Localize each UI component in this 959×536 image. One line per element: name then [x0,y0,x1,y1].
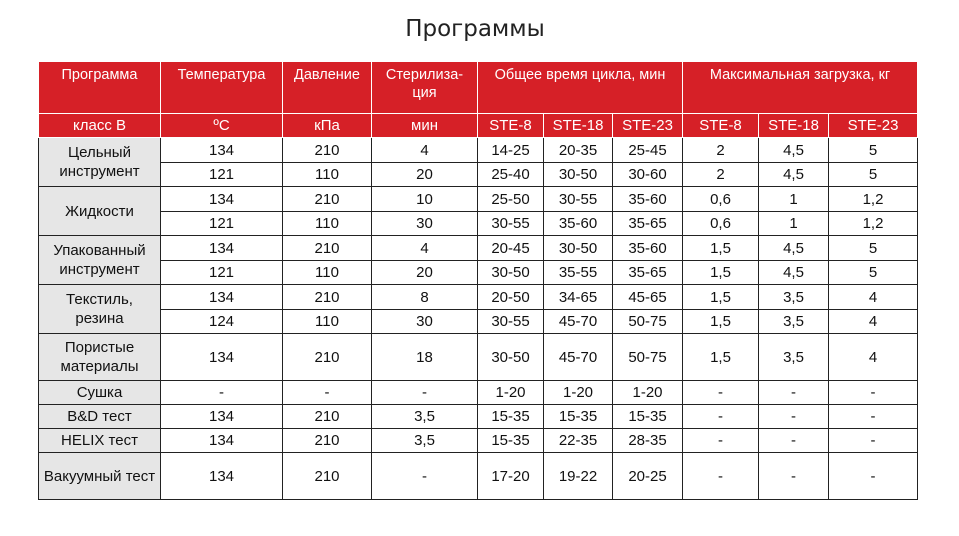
table-cell: 134 [161,138,283,163]
table-cell: 210 [283,453,372,500]
table-cell: 5 [829,236,918,261]
table-cell: 45-70 [544,334,613,381]
table-cell: 30-55 [478,310,544,334]
table-cell: - [283,381,372,405]
subheader-temp-unit: ºС [161,114,283,138]
table-cell: 35-55 [544,261,613,285]
table-cell: 2 [683,163,759,187]
table-cell: 134 [161,187,283,212]
table-cell: 3,5 [759,285,829,310]
table-cell: - [372,381,478,405]
table-cell: - [829,429,918,453]
table-cell: 134 [161,285,283,310]
program-name: Жидкости [39,187,161,236]
table-cell: 210 [283,138,372,163]
table-cell: 25-50 [478,187,544,212]
table-row [39,405,918,429]
table-cell: - [372,453,478,500]
table-cell: 1 [759,187,829,212]
subheader-cycle-ste23: STE-23 [613,114,683,138]
table-cell: 4 [829,285,918,310]
table-cell: 134 [161,236,283,261]
header-program: Программа [39,62,161,114]
table-cell: - [829,453,918,500]
table-cell: 4,5 [759,138,829,163]
table-cell: 134 [161,405,283,429]
table-cell: 5 [829,261,918,285]
table-cell: 4 [829,334,918,381]
table-cell: 50-75 [613,310,683,334]
table-row [39,334,918,381]
program-name: Текстиль, резина [39,285,161,334]
subheader-cycle-ste18: STE-18 [544,114,613,138]
subheader-load-ste8: STE-8 [683,114,759,138]
program-name: HELIX тест [39,429,161,453]
table-cell: 30-55 [544,187,613,212]
table-cell: 1,5 [683,334,759,381]
table-cell: 4 [829,310,918,334]
table-cell: 121 [161,261,283,285]
table-cell: 10 [372,187,478,212]
table-cell: 35-65 [613,261,683,285]
table-cell: 134 [161,429,283,453]
table-cell: 134 [161,453,283,500]
subheader-pressure-unit: кПа [283,114,372,138]
table-cell: 30-50 [478,261,544,285]
table-cell: 45-65 [613,285,683,310]
table-cell: 30-50 [544,163,613,187]
table-row [39,187,918,212]
table-cell: 1,5 [683,310,759,334]
table-cell: - [161,381,283,405]
table-cell: 1,5 [683,285,759,310]
table-cell: 35-65 [613,212,683,236]
program-name: Пористые материалы [39,334,161,381]
program-name: Вакуумный тест [39,453,161,500]
table-cell: 14-25 [478,138,544,163]
table-cell: 20 [372,261,478,285]
table-row [39,138,918,163]
header-pressure: Давление [283,62,372,114]
table-cell: 3,5 [372,405,478,429]
table-cell: 210 [283,334,372,381]
subheader-class: класс В [39,114,161,138]
table-cell: 1-20 [613,381,683,405]
table-row [39,429,918,453]
table-cell: 210 [283,285,372,310]
table-cell: 1,5 [683,261,759,285]
table-cell: 34-65 [544,285,613,310]
program-name: Цельный инструмент [39,138,161,187]
table-cell: 3,5 [759,334,829,381]
table-cell: 8 [372,285,478,310]
table-cell: 110 [283,163,372,187]
table-cell: - [759,453,829,500]
subheader-ster-unit: мин [372,114,478,138]
table-cell: 15-35 [544,405,613,429]
table-cell: 121 [161,163,283,187]
table-cell: 35-60 [613,187,683,212]
table-cell: 1-20 [544,381,613,405]
table-cell: 28-35 [613,429,683,453]
header-sterilization: Стерилиза-ция [372,62,478,114]
table-cell: 210 [283,429,372,453]
program-name: Сушка [39,381,161,405]
table-cell: 210 [283,236,372,261]
table-cell: 4 [372,138,478,163]
table-cell: 30-60 [613,163,683,187]
table-cell: 3,5 [372,429,478,453]
table-cell: 5 [829,163,918,187]
table-row [39,212,918,236]
table-cell: 30-50 [478,334,544,381]
programs-table [38,61,918,500]
table-cell: 18 [372,334,478,381]
program-name: B&D тест [39,405,161,429]
page-title: Программы [405,16,545,42]
table-cell: 20-45 [478,236,544,261]
table-cell: 110 [283,310,372,334]
subheader-row [39,114,918,138]
table-cell: 17-20 [478,453,544,500]
table-cell: 4,5 [759,236,829,261]
table-cell: 35-60 [544,212,613,236]
table-cell: 4,5 [759,261,829,285]
table-cell: 0,6 [683,212,759,236]
subheader-cycle-ste8: STE-8 [478,114,544,138]
table-cell: 1,2 [829,187,918,212]
header-temperature: Температура [161,62,283,114]
table-cell: 30 [372,212,478,236]
table-cell: 1,5 [683,236,759,261]
header-max-load: Максимальная загрузка, кг [683,62,918,114]
table-cell: 4,5 [759,163,829,187]
table-row [39,381,918,405]
table-cell: 15-35 [613,405,683,429]
table-cell: 5 [829,138,918,163]
table-cell: 2 [683,138,759,163]
table-cell: 22-35 [544,429,613,453]
table-row [39,236,918,261]
table-cell: - [683,381,759,405]
table-cell: 20-50 [478,285,544,310]
table-cell: - [829,405,918,429]
table-cell: 15-35 [478,429,544,453]
table-cell: - [683,429,759,453]
table-row [39,310,918,334]
table-cell: 20 [372,163,478,187]
table-row [39,261,918,285]
table-cell: 35-60 [613,236,683,261]
table-cell: 134 [161,334,283,381]
table-cell: 121 [161,212,283,236]
table-cell: 25-40 [478,163,544,187]
table-cell: 20-25 [613,453,683,500]
table-cell: 50-75 [613,334,683,381]
table-cell: 30 [372,310,478,334]
table-row [39,285,918,310]
table-cell: 1-20 [478,381,544,405]
table-cell: - [683,405,759,429]
program-name: Упакованный инструмент [39,236,161,285]
table-cell: - [759,381,829,405]
table-cell: - [759,405,829,429]
table-cell: - [683,453,759,500]
table-cell: 15-35 [478,405,544,429]
table-cell: 30-55 [478,212,544,236]
table-cell: 1,2 [829,212,918,236]
subheader-load-ste18: STE-18 [759,114,829,138]
table-cell: 110 [283,261,372,285]
table-cell: - [829,381,918,405]
table-cell: 0,6 [683,187,759,212]
subheader-load-ste23: STE-23 [829,114,918,138]
table-cell: 45-70 [544,310,613,334]
table-cell: 19-22 [544,453,613,500]
table-row [39,163,918,187]
table-cell: 124 [161,310,283,334]
table-cell: 20-35 [544,138,613,163]
table-row [39,453,918,500]
table-cell: 110 [283,212,372,236]
table-cell: 4 [372,236,478,261]
header-row [39,62,918,114]
table-cell: 25-45 [613,138,683,163]
table-cell: 3,5 [759,310,829,334]
table-cell: 30-50 [544,236,613,261]
header-cycle-time: Общее время цикла, мин [478,62,683,114]
table-cell: 210 [283,405,372,429]
table-cell: 1 [759,212,829,236]
table-cell: 210 [283,187,372,212]
table-cell: - [759,429,829,453]
